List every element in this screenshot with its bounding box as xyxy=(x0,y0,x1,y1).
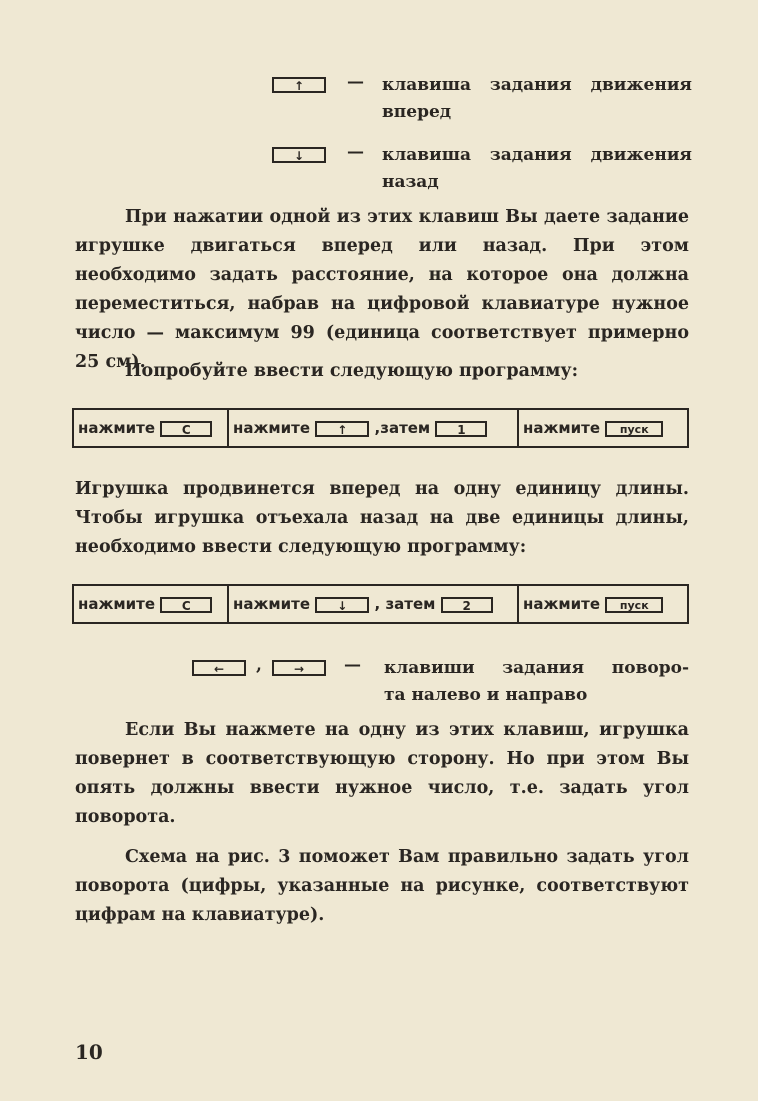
press-label: нажмите xyxy=(523,419,601,437)
program1-cell-2 xyxy=(228,409,518,447)
up-arrow-icon: ↑ xyxy=(272,77,326,93)
down-arrow-icon: ↓ xyxy=(315,597,369,613)
turn-keys-line2: та налево и направо xyxy=(384,685,588,705)
press-label: нажмите xyxy=(233,419,311,437)
program2-cell-3 xyxy=(518,585,688,623)
paragraph-1: При нажатии одной из этих клавиш Вы даете задание игрушке двигаться вперед или назад. При этом необходимо задать расстояние, на которое она должна переместиться, набрав на цифровой клавиатуре нужное число — максимум 99 (единица соответствует примерно 25 см). xyxy=(75,207,689,372)
then-label: , затем xyxy=(374,595,436,613)
press-label: нажмите xyxy=(233,595,311,613)
program2-cell-2 xyxy=(228,585,518,623)
paragraph-2: Попробуйте ввести следующую программу: xyxy=(125,361,579,381)
program1-cell-1 xyxy=(73,409,228,447)
dash: — xyxy=(344,655,361,675)
turn-keys-description xyxy=(384,655,689,709)
dash: — xyxy=(347,142,364,162)
press-label: нажмите xyxy=(78,595,156,613)
then-label: ,затем xyxy=(374,419,431,437)
clear-key-icon: C xyxy=(160,597,212,613)
program1-cell-3 xyxy=(518,409,688,447)
backward-key-description xyxy=(382,142,692,196)
paragraph-4: Если Вы нажмете на одну из этих клавиш, игрушка повернет в соответствующую сторону. Но при этом Вы опять должны ввести нужное число, т.е. задать угол поворота. xyxy=(75,720,689,827)
paragraph-5: Схема на рис. 3 поможет Вам правильно задать угол поворота (цифры, указанные на рисунке, соответствуют цифрам на клавиатуре). xyxy=(75,847,689,925)
left-arrow-icon: ← xyxy=(192,660,246,676)
digit-key-icon: 1 xyxy=(435,421,487,437)
turn-keys-line1: клавиши задания поворо- xyxy=(384,658,689,678)
forward-key-line2: вперед xyxy=(382,102,452,122)
backward-key-line1: клавиша задания движения xyxy=(382,145,692,165)
right-arrow-icon: → xyxy=(272,660,326,676)
program-table-2 xyxy=(72,584,689,624)
start-key-icon: пуск xyxy=(605,597,663,613)
press-label: нажмите xyxy=(523,595,601,613)
press-label: нажмите xyxy=(78,419,156,437)
comma: , xyxy=(256,655,262,675)
start-key-icon: пуск xyxy=(605,421,663,437)
forward-key-line1: клавиша задания движения xyxy=(382,75,692,95)
page-number: 10 xyxy=(75,1040,103,1064)
clear-key-icon: C xyxy=(160,421,212,437)
forward-key-description xyxy=(382,72,692,126)
paragraph-3: Игрушка продвинется вперед на одну единицу длины. Чтобы игрушка отъехала назад на две единицы длины, необходимо ввести следующую программу: xyxy=(75,479,689,557)
down-arrow-icon: ↓ xyxy=(272,147,326,163)
dash: — xyxy=(347,72,364,92)
backward-key-line2: назад xyxy=(382,172,439,192)
up-arrow-icon: ↑ xyxy=(315,421,369,437)
program2-cell-1 xyxy=(73,585,228,623)
digit-key-icon: 2 xyxy=(441,597,493,613)
program-table-1 xyxy=(72,408,689,448)
